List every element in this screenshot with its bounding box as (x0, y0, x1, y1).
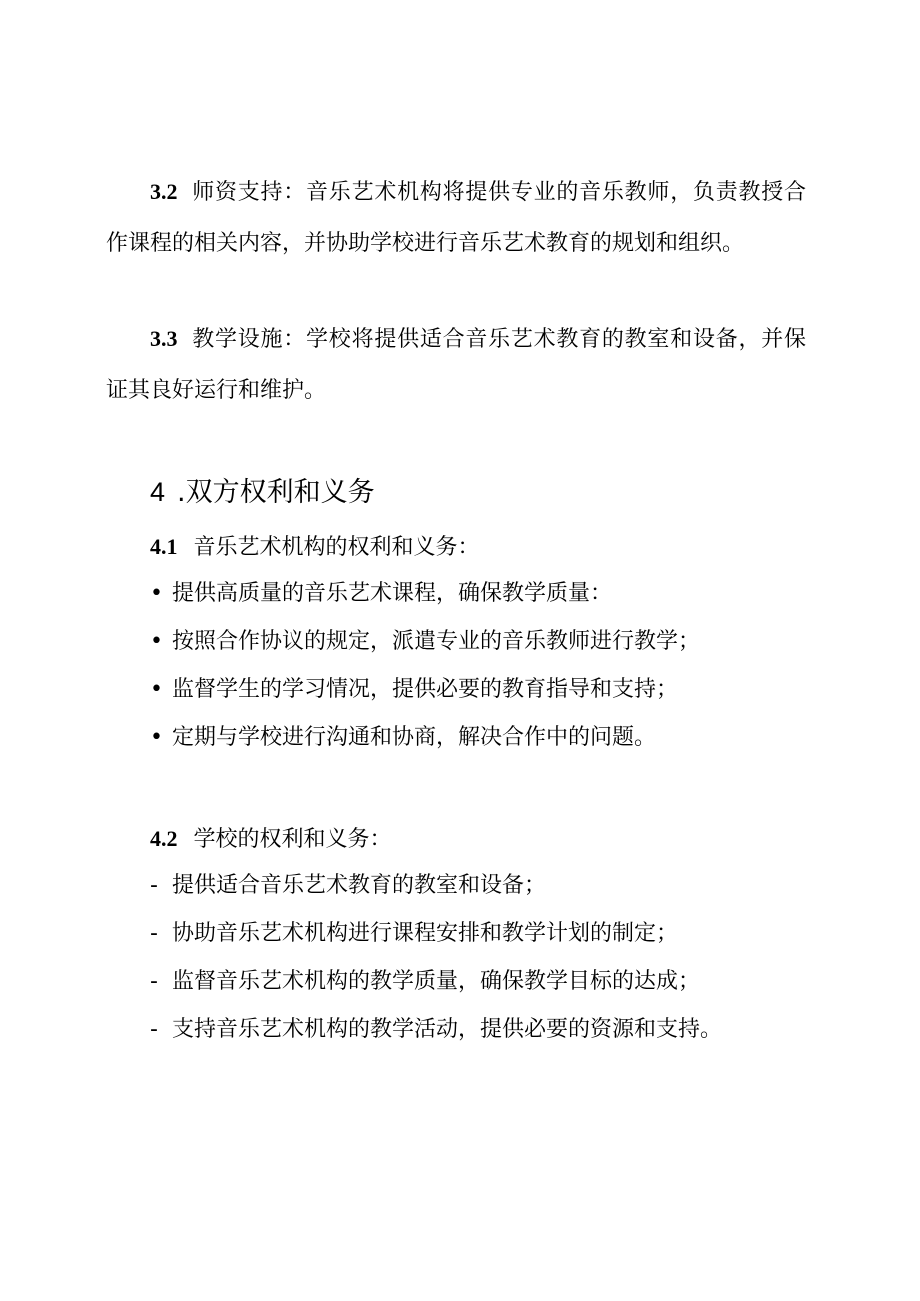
subsection-text: 音乐艺术机构的权利和义务： (193, 535, 480, 560)
paragraph-text: 教学设施：学校将提供适合音乐艺术教育的教室和设备，并保证其良好运行和维护。 (106, 327, 806, 403)
paragraph-text: 师资支持：音乐艺术机构将提供专业的音乐教师，负责教授合作课程的相关内容，并协助学校进行音乐艺术教育的规划和组织。 (106, 180, 806, 256)
subsection-text: 学校的权利和义务： (193, 827, 392, 852)
subsection-number: 4.2 (150, 826, 178, 851)
list-item-text: 按照合作协议的规定，派遣专业的音乐教师进行教学； (172, 629, 701, 654)
section-heading-4 (150, 472, 375, 513)
bullet-marker: • (150, 725, 163, 750)
list-4-2 (150, 862, 722, 1054)
list-item (150, 862, 722, 910)
section-number: 3.3 (150, 326, 178, 351)
dash-marker: - (150, 921, 158, 946)
dash-marker: - (150, 1017, 158, 1042)
bullet-marker: • (150, 677, 163, 702)
list-item (150, 570, 700, 618)
heading-text: .双方权利和义务 (177, 477, 375, 508)
section-number: 3.2 (150, 179, 178, 204)
list-item-text: 提供适合音乐艺术教育的教室和设备； (172, 873, 547, 898)
list-item (150, 714, 700, 762)
dash-marker: - (150, 873, 158, 898)
list-item (150, 618, 700, 666)
list-item-text: 提供高质量的音乐艺术课程，确保教学质量： (172, 581, 613, 606)
list-item-text: 监督学生的学习情况，提供必要的教育指导和支持； (172, 677, 679, 702)
list-item-text: 监督音乐艺术机构的教学质量，确保教学目标的达成； (172, 969, 701, 994)
list-item-text: 协助音乐艺术机构进行课程安排和教学计划的制定； (172, 921, 679, 946)
list-item-text: 定期与学校进行沟通和协商，解决合作中的问题。 (172, 725, 657, 750)
bullet-marker: • (150, 629, 163, 654)
bullet-marker: • (150, 581, 163, 606)
heading-number: 4 (150, 477, 166, 507)
list-4-1 (150, 570, 700, 762)
paragraph-3-2 (106, 166, 806, 269)
paragraph-3-3 (106, 313, 806, 416)
list-item (150, 910, 722, 958)
list-item (150, 1006, 722, 1054)
list-item (150, 958, 722, 1006)
subsection-number: 4.1 (150, 534, 178, 559)
list-item (150, 666, 700, 714)
subsection-4-1-title (150, 531, 480, 564)
list-item-text: 支持音乐艺术机构的教学活动，提供必要的资源和支持。 (172, 1017, 723, 1042)
subsection-4-2-title (150, 823, 392, 856)
dash-marker: - (150, 969, 158, 994)
